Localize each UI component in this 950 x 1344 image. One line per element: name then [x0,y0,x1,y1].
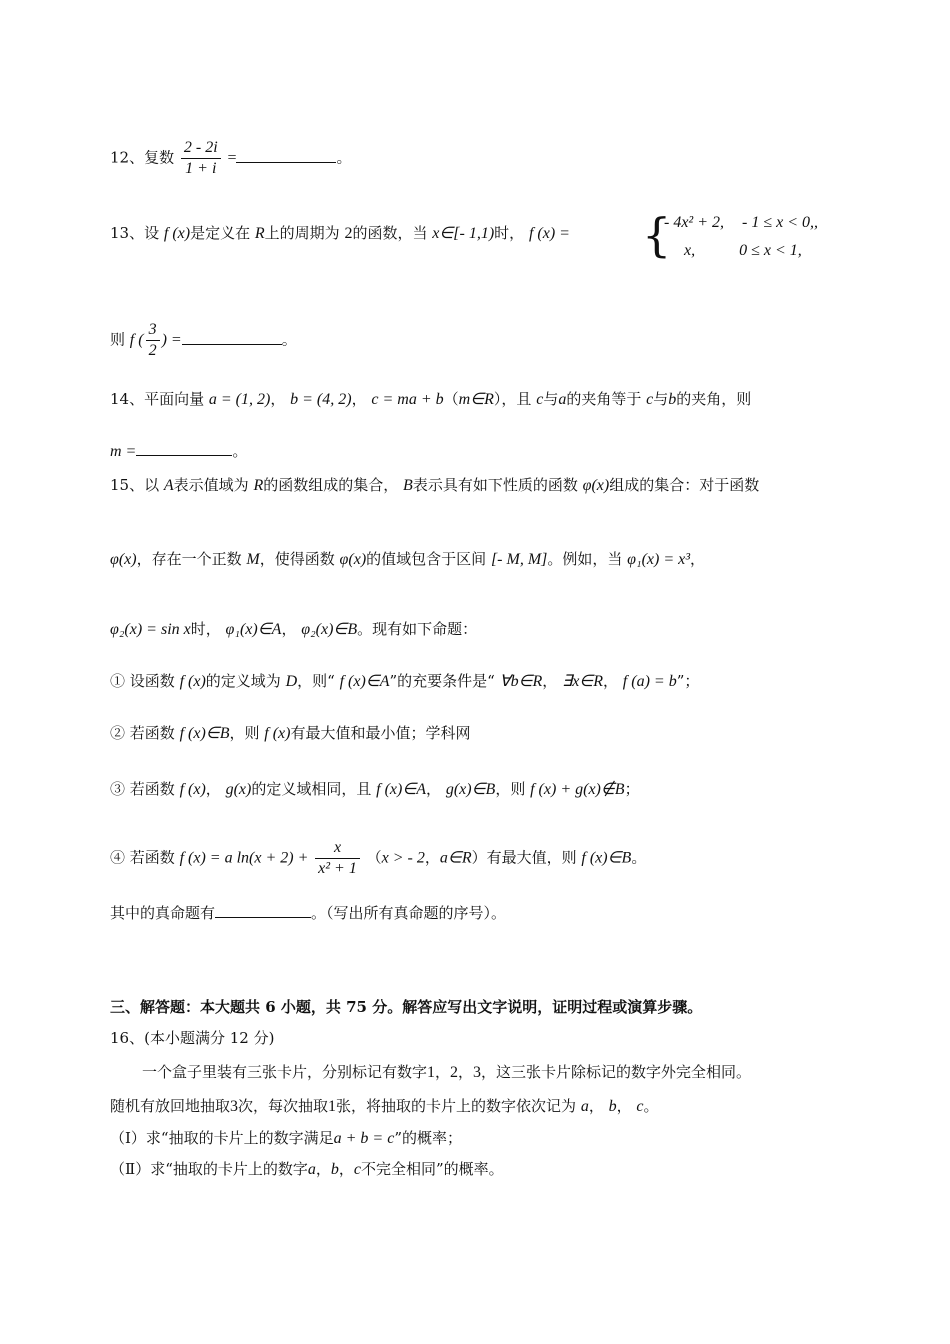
q13-fx-eq: f (x) = [528,225,570,242]
q13-label: 13、设 [110,224,160,242]
q12-fraction [181,138,221,179]
p4-f-in-B: f (x)∈B [581,849,632,867]
q13-case2-expr: x, [684,242,696,259]
q12-answer-blank[interactable] [236,148,336,163]
q13-fraction [146,320,160,361]
q15-proposition-3 [110,778,640,801]
p2-f-in-B: f (x)∈B [179,725,230,742]
q16-p2-label: （Ⅱ）求“抽取的卡片上的数字 [110,1160,308,1178]
q16-text-2: ，这三张卡片除标记的数字外完全相同。 [481,1063,752,1081]
p1-f-in-A: f (x)∈A [339,673,390,690]
p3-end: ； [624,780,640,798]
q13-answer-blank[interactable] [182,330,282,345]
q13-fx: f (x) [163,225,191,242]
q16-line-1 [142,1061,751,1084]
q13-domain: x∈[- 1,1) [432,225,495,242]
q16-text-4: 次，每次抽取 [238,1097,329,1115]
p3-text-2: ，则 [495,780,526,798]
q16-line-2 [110,1095,659,1118]
q13-f-close: ) = [161,331,182,349]
q16-label: 16、(本小题满分 12 分) [110,1029,275,1047]
p3-gx: g(x) [225,781,252,798]
question-14-answer [110,440,247,463]
q16-sep-2: ， [458,1063,474,1081]
q15-answer [110,902,506,924]
q15-phi1-def: φ₁(x) = x³ [627,551,691,568]
q16-line2-end: 。 [643,1097,659,1115]
q13-text-4: 时， [494,224,525,242]
q15-proposition-2 [110,722,471,745]
q16-one: 1 [328,1098,337,1115]
p4-end: 。 [631,848,647,867]
p1-cond-3: f (a) = b [622,673,677,690]
p4-cond-2: a∈R [439,849,472,867]
q15-text-4: 组成的集合：对于函数 [609,476,760,494]
q16-num-1: 1 [427,1064,436,1081]
q15-text-9: 时， [190,620,221,638]
q16-p2-a: a [307,1161,316,1178]
q16-sep-4: ， [616,1097,632,1115]
q16-num-2: 2 [450,1064,459,1081]
q14-end: 。 [232,442,248,460]
q16-text-5: 张，将抽取的卡片上的数字依次记为 [336,1097,577,1115]
q15-comma-2: ， [281,620,297,638]
q14-paren-close: ） [493,390,502,408]
q16-sep-3: ， [588,1097,604,1115]
q16-part-1 [110,1127,462,1150]
p3-comma-2: ， [426,780,442,798]
q13-fraction-denominator: 2 [148,342,157,359]
q15-text-6: ，使得函数 [259,550,335,568]
q13-period: 2 [344,225,353,242]
q15-text-5: ，存在一个正数 [136,550,242,568]
q12-fraction-numerator: 2 - 2i [181,138,221,159]
q14-c: c [536,391,544,408]
q15-phi-2: φ(x) [110,551,137,568]
p4-function: f (x) = a ln(x + 2) + [179,849,309,867]
p4-paren-open: （ [366,848,382,867]
q13-case1-expr: - 4x² + 2, [664,214,725,231]
q15-answer-end: 。（写出所有真命题的序号）。 [311,904,507,922]
q15-text-2: 的函数组成的集合， [263,476,399,494]
q15-phi: φ(x) [582,477,610,494]
q16-p2-sep-2: ， [338,1160,354,1178]
q14-text-1: ，且 [501,390,532,408]
q15-phi1-in-A: φ₁(x)∈A [225,621,282,638]
q15-set-A: A [163,477,174,494]
q15-phi2-def: φ₂(x) = sin x [110,621,191,638]
q14-vector-b: b = (4, 2) [290,391,352,408]
p1-comma-2: ， [603,672,619,690]
q16-three: 3 [230,1098,239,1115]
q16-p1-end: ”的概率； [394,1129,462,1147]
q13-case1-tail: , [814,214,819,231]
q15-line-3 [110,618,477,641]
p1-text-3: ”的充要条件是“ [389,672,495,690]
q14-label: 14、平面向量 [110,390,205,408]
q16-p1-label: （Ⅰ）求“抽取的卡片上的数字满足 [110,1129,334,1147]
p1-end: ”； [676,672,700,690]
q15-text-10: 。现有如下命题： [357,620,478,638]
q16-p2-c: c [353,1161,362,1178]
question-12 [110,138,351,179]
q16-text-3: 随机有放回地抽取 [110,1097,231,1115]
p3-comma-1: ， [205,780,221,798]
p3-f-in-A: f (x)∈A [376,781,427,798]
q13-case2-cond: 0 ≤ x < 1, [739,242,802,259]
question-13 [110,222,570,245]
q15-set-B: B [403,477,413,494]
p4-comma: ， [424,848,440,867]
q14-answer-blank[interactable] [136,441,232,456]
p1-cond-1: ∀b∈R [499,673,543,690]
q15-line-2 [110,548,705,571]
q13-fraction-numerator: 3 [146,320,160,341]
q16-var-c: c [636,1098,644,1115]
q16-num-3: 3 [473,1064,482,1081]
p2-text-2: 有最大值和最小值；学科网 [290,724,471,742]
q15-R: R [253,477,264,494]
q13-end: 。 [281,330,297,349]
p4-cond-1: x > - 2 [381,849,425,867]
p1-text-1: 的定义域为 [205,672,281,690]
p1-cond-2: ∃x∈R [562,673,603,690]
p4-fraction-numerator: x [315,838,360,859]
q15-phi2-in-B: φ₂(x)∈B [301,621,358,638]
q16-p2-b: b [330,1161,339,1178]
question-15 [110,474,759,497]
q16-p1-eq: a + b = c [333,1130,395,1147]
q14-paren-open: （ [443,390,459,408]
p2-text-1: ，则 [229,724,260,742]
q15-proposition-4 [110,838,646,879]
p1-comma-1: ， [542,672,558,690]
p2-label: ② 若函数 [110,724,175,742]
q13-then: 则 [110,330,126,349]
q14-comma-1: ， [270,390,286,408]
q14-and-1: 与 [543,390,559,408]
q15-text-1: 表示值域为 [173,476,249,494]
q13-text-1: 是定义在 [190,224,251,242]
q15-answer-label: 其中的真命题有 [110,904,216,922]
q15-text-8: 。例如，当 [547,550,623,568]
q15-answer-blank[interactable] [215,903,311,918]
p3-g-in-B: g(x)∈B [445,781,496,798]
q15-phi-3: φ(x) [339,551,367,568]
q14-comma-2: ， [351,390,367,408]
q13-piecewise-brace: { [642,208,672,262]
section-3-title: 三、解答题：本大题共 6 小题，共 75 分。解答应写出文字说明，证明过程或演算步骤。 [110,998,703,1016]
q14-b: b [668,391,677,408]
p4-fraction [315,838,360,879]
p3-text-1: 的定义域相同，且 [251,780,372,798]
q14-a: a [558,391,567,408]
q13-text-2: 上的周期为 [264,224,340,242]
q15-M: M [246,551,260,568]
q13-case1-cond: - 1 ≤ x < 0, [742,214,815,231]
q14-text-3: 的夹角，则 [676,390,752,408]
q16-text-1: 一个盒子里装有三张卡片，分别标记有数字 [142,1063,428,1081]
q15-interval: [- M, M] [490,551,548,568]
q15-comma-1: ， [690,550,706,568]
p4-text-1: ）有最大值，则 [471,848,577,867]
q16-p2-end: 不完全相同”的概率。 [361,1160,504,1178]
p3-sum-not-in-B: f (x) + g(x)∉B [530,781,625,798]
q16-part-2 [110,1158,504,1181]
q12-equals: = [227,149,237,167]
question-13-answer [110,320,297,361]
p3-label: ③ 若函数 [110,780,175,798]
q13-f-open: f ( [129,331,144,349]
q14-m-eq: m = [110,443,137,460]
q13-case-1 [664,212,818,234]
q16-p2-sep-1: ， [315,1160,331,1178]
p3-fx: f (x) [179,781,206,798]
q16-var-b: b [608,1098,617,1115]
p1-label: ① 设函数 [110,672,175,690]
p2-fx: f (x) [264,725,291,742]
q13-R: R [254,225,265,242]
q16-var-a: a [580,1098,589,1115]
q14-m-in-R: m∈R [458,391,494,408]
q15-proposition-1 [110,670,699,693]
question-14 [110,388,751,411]
q14-and-2: 与 [653,390,669,408]
q12-label: 12、复数 [110,148,175,167]
q14-c-2: c [646,391,654,408]
q14-text-2: 的夹角等于 [566,390,642,408]
p4-fraction-denominator: x² + 1 [318,860,357,877]
q15-text-7: 的值域包含于区间 [366,550,487,568]
q12-end: 。 [336,148,352,167]
q15-label: 15、以 [110,476,160,494]
q15-text-3: 表示具有如下性质的函数 [412,476,578,494]
q14-vector-a: a = (1, 2) [208,391,271,408]
q12-fraction-denominator: 1 + i [185,160,217,177]
p1-text-2: ，则“ [297,672,335,690]
q16-sep-1: ， [435,1063,451,1081]
q13-text-3: 的函数，当 [352,224,428,242]
q14-vector-c: c = ma + b [371,391,444,408]
q13-case-2 [684,240,802,262]
p1-D: D [285,673,298,690]
p4-label: ④ 若函数 [110,848,175,867]
p1-fx: f (x) [179,673,206,690]
